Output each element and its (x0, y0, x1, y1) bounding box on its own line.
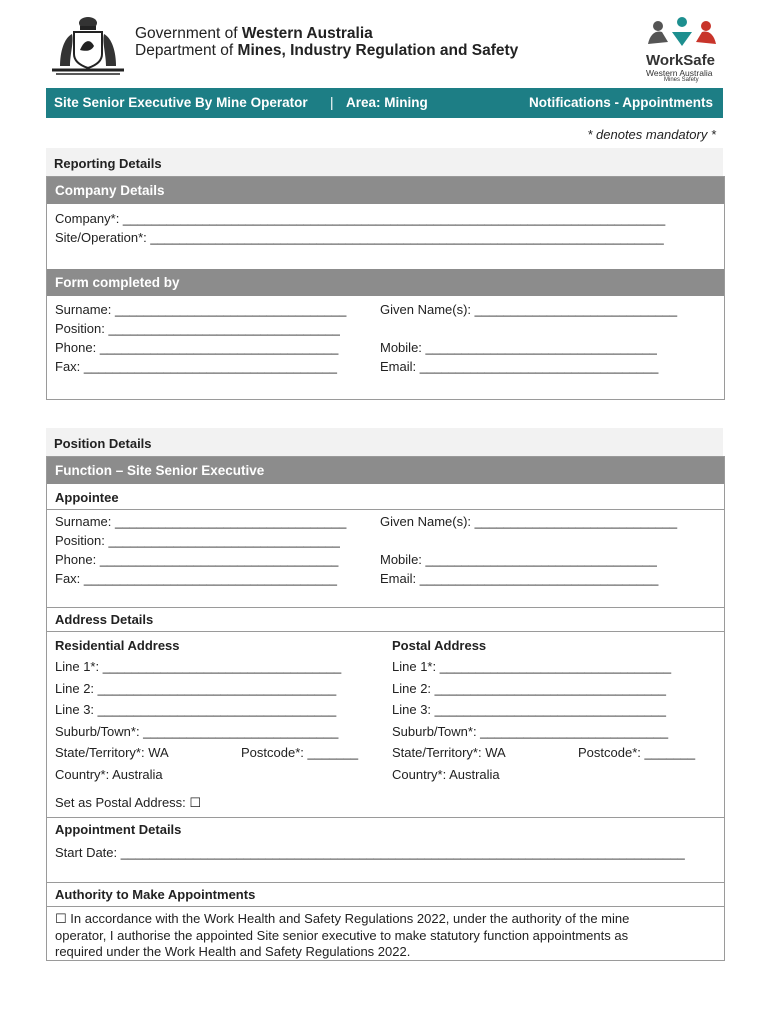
postal-state-field[interactable]: State/Territory*: WA (392, 745, 506, 760)
residential-state-field[interactable]: State/Territory*: WA (55, 745, 169, 760)
postal-line1-field[interactable]: Line 1*: ________________________________ (392, 659, 672, 674)
government-title: Government of Western Australia (135, 25, 373, 42)
appointee-phone-field[interactable]: Phone: _________________________________ (55, 552, 339, 567)
position-details-title: Position Details (46, 428, 723, 456)
reporter-mobile-field[interactable]: Mobile: ________________________________ (380, 340, 657, 355)
appointee-fax-field[interactable]: Fax: ___________________________________ (55, 571, 337, 586)
authority-heading: Authority to Make Appointments (55, 887, 256, 902)
set-postal-address-checkbox[interactable]: Set as Postal Address: ☐ (55, 795, 202, 810)
company-details-bar: Company Details (47, 177, 724, 204)
wa-crest-logo (46, 14, 130, 76)
appointee-given-name-field[interactable]: Given Name(s): ____________________________ (380, 514, 678, 529)
company-field[interactable]: Company*: ___________________________________________________________________________ (55, 211, 666, 226)
postal-postcode-field[interactable]: Postcode*: _______ (578, 745, 696, 760)
postal-country-field[interactable]: Country*: Australia (392, 767, 500, 782)
authority-checkbox-text[interactable]: ☐ In accordance with the Work Health and Safety Regulations 2022, under the authority of the mine (55, 911, 630, 926)
residential-suburb-field[interactable]: Suburb/Town*: ___________________________ (55, 724, 339, 739)
worksafe-sub1: Western Australia (646, 68, 713, 78)
appointee-mobile-field[interactable]: Mobile: ________________________________ (380, 552, 657, 567)
authority-text-line3: required under the Work Health and Safety Regulations 2022. (55, 944, 411, 959)
site-operation-field[interactable]: Site/Operation*: _______________________________________________________________________ (55, 230, 664, 245)
appointee-surname-field[interactable]: Surname: ________________________________ (55, 514, 347, 529)
banner-area: Area: Mining (346, 95, 428, 110)
postal-address-heading: Postal Address (392, 638, 487, 653)
address-details-heading: Address Details (55, 612, 154, 627)
residential-line2-field[interactable]: Line 2: _________________________________ (55, 681, 337, 696)
form-banner (46, 88, 723, 118)
reporting-details-section (46, 176, 725, 400)
divider (47, 817, 724, 818)
divider (47, 882, 724, 883)
reporter-position-field[interactable]: Position: ________________________________ (55, 321, 340, 336)
mandatory-note: * denotes mandatory * (587, 127, 716, 142)
postal-suburb-field[interactable]: Suburb/Town*: __________________________ (392, 724, 669, 739)
worksafe-logo (642, 14, 722, 84)
postal-line2-field[interactable]: Line 2: ________________________________ (392, 681, 667, 696)
appointee-position-field[interactable]: Position: ________________________________ (55, 533, 340, 548)
department-title: Department of Mines, Industry Regulation and Safety (135, 42, 519, 59)
residential-line1-field[interactable]: Line 1*: _________________________________ (55, 659, 342, 674)
appointee-heading: Appointee (55, 490, 119, 505)
banner-separator: | (330, 95, 334, 110)
residential-country-field[interactable]: Country*: Australia (55, 767, 163, 782)
function-bar: Function – Site Senior Executive (47, 457, 724, 484)
worksafe-name: WorkSafe (646, 52, 715, 69)
divider (47, 906, 724, 907)
appointee-email-field[interactable]: Email: _________________________________ (380, 571, 659, 586)
banner-category: Notifications - Appointments (529, 95, 713, 110)
reporter-fax-field[interactable]: Fax: ___________________________________ (55, 359, 337, 374)
divider (47, 509, 724, 510)
residential-address-heading: Residential Address (55, 638, 180, 653)
worksafe-sub2: Mines Safety (664, 77, 699, 83)
start-date-field[interactable]: Start Date: ______________________________________________________________________________ (55, 845, 685, 860)
postal-line3-field[interactable]: Line 3: ________________________________ (392, 702, 667, 717)
reporting-details-title: Reporting Details (46, 148, 723, 176)
form-completed-by-bar: Form completed by (47, 269, 724, 296)
reporter-email-field[interactable]: Email: _________________________________ (380, 359, 659, 374)
divider (47, 607, 724, 608)
residential-postcode-field[interactable]: Postcode*: _______ (241, 745, 359, 760)
authority-text-line2: operator, I authorise the appointed Site senior executive to make statutory function appointments as (55, 928, 629, 943)
banner-title: Site Senior Executive By Mine Operator (54, 95, 308, 110)
divider (47, 631, 724, 632)
reporter-phone-field[interactable]: Phone: _________________________________ (55, 340, 339, 355)
reporter-given-name-field[interactable]: Given Name(s): ____________________________ (380, 302, 678, 317)
position-details-section (46, 456, 725, 961)
reporter-surname-field[interactable]: Surname: ________________________________ (55, 302, 347, 317)
appointment-details-heading: Appointment Details (55, 822, 182, 837)
residential-line3-field[interactable]: Line 3: _________________________________ (55, 702, 337, 717)
